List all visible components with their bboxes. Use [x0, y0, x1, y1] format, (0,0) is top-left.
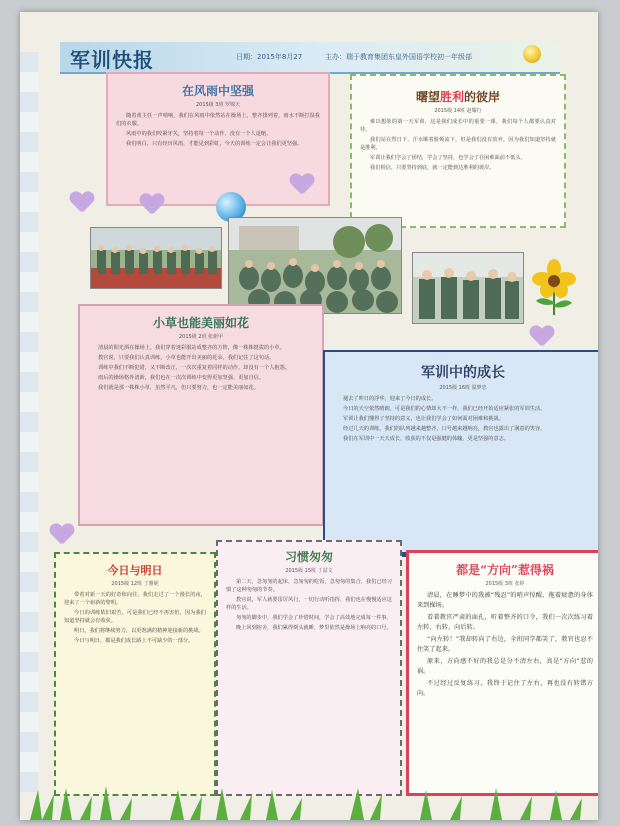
title-part: 的彼岸: [464, 90, 501, 104]
article-paragraph: 今日与明日，都是我们成长路上不可缺少的一部分。: [74, 638, 194, 644]
article-title: 军训中的成长: [421, 365, 505, 381]
article-byline: 2015级 3班 张婷: [485, 581, 525, 587]
article-paragraph: 看着教官严肃的面孔，听着整齐的口令，我们一次次练习着左转、右转、向后转。: [417, 614, 593, 631]
article-paragraph: 晚上回到宿舍，我们累得倒头就睡，梦里依然是操场上响亮的口号。: [236, 625, 392, 631]
article-hurried-habits: [216, 540, 402, 796]
heart-icon: [70, 192, 94, 214]
article-paragraph: 我们相信，只要坚持到底，就一定能到达胜利的彼岸。: [370, 165, 495, 171]
article-paragraph: 褪去了昨日的浮华，迎来了今日的成长。: [343, 396, 437, 402]
article-today-and-tomorrow: [54, 552, 216, 796]
article-title: 习惯匆匆: [284, 550, 333, 564]
article-paragraph: 带着对新一天的好奇和向往，我们走过了一个漫长的夜，迎来了一个崭新的黎明。: [64, 592, 206, 606]
heart-icon: [290, 174, 314, 196]
heart-icon: [140, 194, 164, 216]
article-title: 小草也能美丽如花: [152, 316, 249, 330]
article-paragraph: 我们明白，只有经历风雨，才能见到彩虹，今天的训练一定会让我们更坚强。: [126, 141, 303, 147]
article-paragraph: 第二天，急匆匆的起床，急匆匆的吃饭，急匆匆的集合，我们已经习惯了这种匆匆的节奏。: [226, 579, 392, 593]
article-title: 今日与明日: [107, 564, 163, 577]
training-photo: [228, 217, 402, 314]
article-byline: 2015级 14班 赵耀行: [434, 108, 482, 114]
article-direction-trouble: [406, 550, 598, 796]
heart-icon: [530, 326, 554, 348]
publisher: 主办：瑞于教育集团东皇外国语学校初一年级部: [325, 53, 472, 61]
article-byline: 2015级 2班 张新甲: [178, 334, 224, 340]
training-photo: [90, 227, 222, 289]
article-paragraph: 我们站在烈日下，汗水顺着脸颊流下，但是我们没有放弃，因为我们知道坚持就是胜利。: [360, 137, 556, 151]
article-byline: 2015级 16班 温梦忠: [439, 385, 487, 391]
article-paragraph: 匆匆的脚步中，我们学会了珍惜时间，学会了高效地完成每一件事。: [236, 615, 392, 621]
article-title: 在风雨中坚强: [181, 84, 254, 98]
article-paragraph: 今日的训练依旧艰苦，可是我们已经不再害怕，因为我们知道坚持就会有收获。: [64, 610, 206, 624]
title-highlight: 胜利: [439, 90, 464, 104]
article-paragraph: 难以想象的第一天军训，这是我们成长中的重要一课，我们每个人都要认真对待。: [360, 119, 556, 133]
school-badge-icon: [523, 45, 541, 63]
issue-date: 日期：2015年8月27: [236, 53, 303, 61]
article-shore-of-victory: [350, 74, 566, 228]
article-byline: 2015级 3班 罗锦天: [195, 102, 241, 108]
left-border-decoration: [20, 52, 38, 792]
article-paragraph: 原来，方向感不好的我总是分不清左右，真是“方向”惹的祸。: [417, 658, 593, 675]
flower-icon: [528, 257, 580, 317]
article-paragraph: 军训让我们懂得了坚持的意义，也让我们学会了如何面对困难和挑战。: [343, 416, 504, 422]
article-byline: 2015级 15班 丁喆文: [285, 568, 333, 574]
newspaper-title: 军训快报: [70, 48, 154, 72]
article-paragraph: 明日，我们将继续努力，以更饱满的精神迎接新的挑战。: [74, 628, 204, 634]
article-paragraph: “向左转！”我却转向了右边，全班同学都笑了，教官也忍不住笑了起来。: [417, 636, 593, 653]
article-paragraph: 风雨中的我们咬紧牙关，坚持着每一个动作，没有一个人退缩。: [126, 131, 272, 137]
article-paragraph: 训练中我们不断犯错，又不断改正，一次次重复着同样的动作，却没有一个人抱怨。: [98, 365, 290, 371]
article-paragraph: 雨后的操场格外清新，我们也在一次次训练中变得更加坚强、更加自信。: [98, 375, 265, 381]
article-title: [352, 88, 564, 105]
article-paragraph: 不过经过反复练习，我终于记住了左右，再也没有转错方向。: [417, 680, 593, 697]
grass-decoration: [20, 780, 598, 820]
article-paragraph: 清晨，在睡梦中的我被“残忍”的哨声惊醒，拖着疲惫的身体来到操场。: [417, 592, 593, 609]
heart-icon: [50, 524, 74, 546]
article-paragraph: 教官说，军人就要雷厉风行，一切行动听指挥，我们也在慢慢适应这样的生活。: [226, 597, 392, 611]
article-grass-like-flowers: [78, 304, 324, 526]
article-paragraph: 随着黄主任一声哨响，我们在风雨中依然站在操场上，整齐排列着，雨水不断打湿我们的衣服。: [116, 113, 320, 127]
article-paragraph: 教官说，只要我们认真训练，小草也能开出美丽的花朵，我们记住了这句话。: [98, 355, 275, 361]
article-paragraph: 清晨的阳光洒在操场上，我们穿着迷彩服站成整齐的方阵，像一株株挺拔的小草。: [98, 345, 285, 351]
article-paragraph: 军训让我们学会了团结，学会了坚持，也学会了在困难面前不低头。: [370, 155, 526, 161]
article-paragraph: 我们在军训中一天天成长，收获的不仅是强健的体魄，更是坚强的意志。: [343, 436, 510, 442]
masthead: [60, 42, 560, 74]
article-paragraph: 经过几天的训练，我们的队列越来越整齐，口号越来越响亮，教官也露出了满意的笑容。: [343, 426, 546, 432]
training-photo: [412, 252, 524, 324]
article-title: 都是“方向”惹得祸: [456, 563, 554, 577]
article-byline: 2015级 12班 丁雅妮: [111, 581, 159, 587]
article-paragraph: 今日的天空依然晴朗，可是我们的心情却大不一样，我们已经开始适应紧张的军训生活。: [343, 406, 546, 412]
article-growth-in-training: [323, 350, 598, 554]
article-paragraph: 我们就是那一株株小草，虽然平凡，但只要努力，也一定能美丽如花。: [98, 385, 259, 391]
newspaper-sheet: [20, 12, 598, 820]
title-part: 曙望: [415, 90, 440, 104]
